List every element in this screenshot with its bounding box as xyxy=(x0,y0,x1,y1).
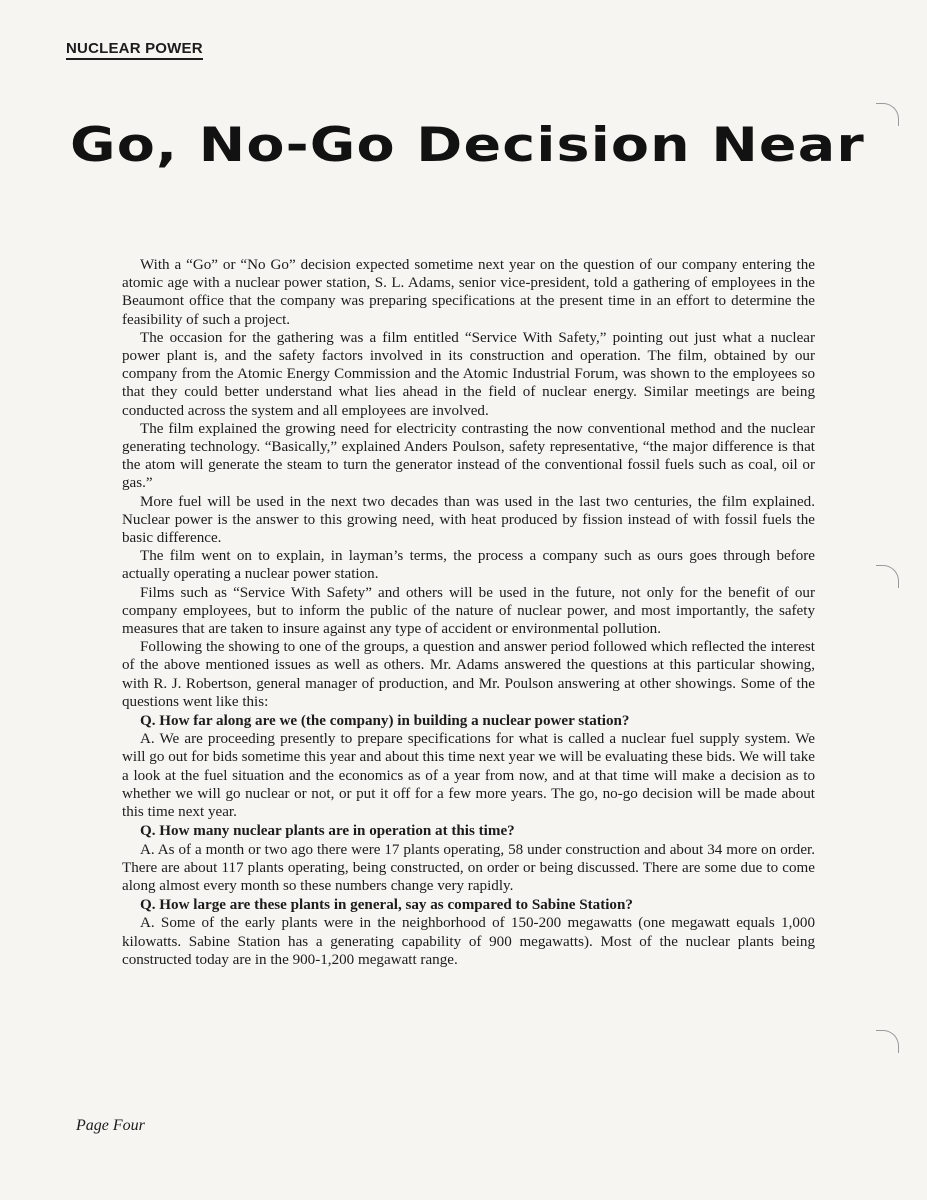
binder-hole-mark xyxy=(876,1030,899,1053)
binder-hole-mark xyxy=(876,565,899,588)
question: Q. How large are these plants in general, say as compared to Sabine Station? xyxy=(140,897,633,914)
article-body xyxy=(122,256,815,969)
paragraph: Following the showing to one of the groups, a question and answer period followed which reflected the interest of the above mentioned issues as well as others. Mr. Adams answered the questions at this particular showing, with R. J. Robertson, general manager of production, and Mr. Poulson answering at other showings. Some of the questions went like this: xyxy=(122,639,815,710)
answer: A. As of a month or two ago there were 17 plants operating, 58 under construction and about 34 more on order. There are about 117 plants operating, being constructed, on order or being discussed. There are some due to come along almost every month so these numbers change very rapidly. xyxy=(122,841,815,894)
question: Q. How many nuclear plants are in operation at this time? xyxy=(140,823,515,840)
answer: A. Some of the early plants were in the neighborhood of 150-200 megawatts (one megawatt equals 1,000 kilowatts. Sabine Station has a generating capability of 900 megawatts). Most of the nuclear plants being constructed today are in the 900-1,200 megawatt range. xyxy=(122,915,815,968)
section-label: NUCLEAR POWER xyxy=(66,40,203,60)
paragraph: The film explained the growing need for electricity contrasting the now conventional method and the nuclear generating technology. “Basically,” explained Anders Poulson, safety representative, “the major difference is that the atom will generate the steam to turn the generator instead of the conventional fossil fuels such as coal, oil or gas.” xyxy=(122,420,815,492)
headline: Go, No-Go Decision Near xyxy=(70,118,865,173)
paragraph: The occasion for the gathering was a film entitled “Service With Safety,” pointing out just what a nuclear power plant is, and the safety factors involved in its construction and operation. The film, obtained by our company from the Atomic Energy Commission and the Atomic Industrial Forum, was shown to the employees so that they could better understand what lies ahead in the field of nuclear energy. Similar meetings are being conducted across the system and all employees are involved. xyxy=(122,329,815,419)
answer: A. We are proceeding presently to prepare specifications for what is called a nuclear fuel supply system. We will go out for bids sometime this year and about this time next year we will be evaluating these bids. We will take a look at the fuel situation and the economics as of a year from now, and at that time will make a decision as to whether we will go nuclear or not, or put it off for a few more years. The go, no-go decision will be made about this time next year. xyxy=(122,731,815,821)
question: Q. How far along are we (the company) in building a nuclear power station? xyxy=(140,713,630,730)
paragraph: The film went on to explain, in layman’s terms, the process a company such as ours goes through before actually operating a nuclear power station. xyxy=(122,548,815,583)
binder-hole-mark xyxy=(876,103,899,126)
paragraph: Films such as “Service With Safety” and others will be used in the future, not only for the benefit of our company employees, but to inform the public of the nature of nuclear power, and most importantly, the safety measures that are taken to insure against any type of accident or environmental pollution. xyxy=(122,584,815,638)
paragraph: With a “Go” or “No Go” decision expected sometime next year on the question of our company entering the atomic age with a nuclear power station, S. L. Adams, senior vice-president, told a gathering of employees in the Beaumont office that the company was preparing specifications at the present time in an effort to determine the feasibility of such a project. xyxy=(122,257,815,328)
paragraph: More fuel will be used in the next two decades than was used in the last two centuries, the film explained. Nuclear power is the answer to this growing need, with heat produced by fission instead of with fossil fuels the basic difference. xyxy=(122,493,815,547)
page-footer: Page Four xyxy=(76,1117,145,1134)
